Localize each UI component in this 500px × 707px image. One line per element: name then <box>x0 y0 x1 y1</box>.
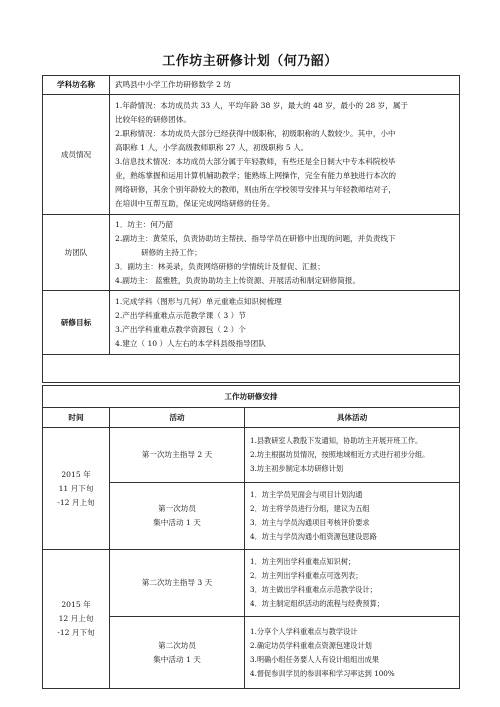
members-line: 在培训中互帮互助，保证完成网络研修的任务。 <box>115 198 275 208</box>
members-line: 比较年轻的研修团体。 <box>115 114 191 124</box>
table-row <box>43 428 460 483</box>
detail-line: 4．坊主与学员沟通小组资源包建设思路 <box>250 532 377 541</box>
time-line: -12 月上旬 <box>57 497 95 507</box>
info-table <box>42 75 460 383</box>
activity-line: 第一次坊员 <box>158 504 196 513</box>
activity-cell <box>110 428 245 483</box>
goal-line: 4.建立（ 10 ）人左右的本学科县级指导团队 <box>115 338 266 348</box>
detail-line: 4.督促参训学员的参训率和学习率达到 100% <box>250 668 395 678</box>
detail-line: 3．坊主做出学科重难点示范教学设计； <box>250 585 377 594</box>
period-time <box>43 550 110 689</box>
activity-cell <box>110 550 245 617</box>
members-line: 1.年龄情况：本坊成员共 33 人，平均年龄 38 岁，最大的 48 岁，最小的 28 岁，属于 <box>115 100 409 110</box>
col-time-header: 时间 <box>43 408 110 428</box>
col-detail-header: 具体活动 <box>245 408 460 428</box>
activity-line: 第二次坊主指导 3 天 <box>141 578 213 587</box>
members-line: 业，熟练掌握和运用计算机辅助教学；能熟练上网操作，完全有能力单独进行本次的 <box>115 170 396 180</box>
team-line: 1．坊主：何乃韶 <box>115 219 173 229</box>
col-activity-header: 活动 <box>110 408 245 428</box>
detail-line: 1.县教研室人教股下发通知，协助坊主开展开班工作。 <box>250 436 423 445</box>
page-title: 工作坊主研修计划（何乃韶） <box>162 54 338 69</box>
team-line: 4.副坊主： 蓝雅胜，负责协助坊主上传资源、开展活动和制定研修简报。 <box>115 275 361 285</box>
detail-line: 3．坊主与学员沟通项目考核评价要求 <box>250 518 370 527</box>
goal-detail <box>110 291 460 355</box>
goal-label: 研修目标 <box>43 291 110 355</box>
name-value: 武鸣县中小学工作坊研修数学 2 坊 <box>110 76 460 95</box>
team-detail <box>110 215 460 291</box>
table-row <box>43 550 460 617</box>
members-line: 高职称 1 人，小学高级教师职称 27 人，初级职称 5 人。 <box>115 142 309 152</box>
members-detail <box>110 95 460 215</box>
goal-line: 3.产出学科重难点教学资源包（ 2 ）个 <box>115 324 246 334</box>
detail-cell <box>245 483 460 550</box>
team-line: 研修的主持工作； <box>141 247 202 257</box>
detail-line: 2．坊主列出学科重难点可选列表； <box>250 571 363 580</box>
detail-line: 3.明确小组任务要人人有设计组组出成果 <box>250 654 380 664</box>
detail-line: 4．坊主制定组织活动的流程与经费预算； <box>250 599 384 608</box>
spacer-row <box>43 355 460 383</box>
time-line: 2015 年 <box>61 469 91 479</box>
activity-cell <box>110 617 245 689</box>
detail-cell <box>245 617 460 689</box>
members-line: 2.职称情况：本坊成员大部分已经获得中级职称，初级职称的人数较少。其中，小中 <box>115 128 396 138</box>
goal-line: 1.完成学科（图形与几何）单元重难点知识树梳理 <box>115 296 282 306</box>
activity-line: 集中活动 1 天 <box>153 518 201 527</box>
time-line: 11 月下旬 <box>58 483 94 493</box>
members-line: 3.信息技术情况：本坊成员大部分属于年轻教师，有些还是全日制大中专本科院校毕 <box>115 156 396 166</box>
detail-cell <box>245 428 460 483</box>
name-label: 学科坊名称 <box>43 76 110 95</box>
activity-line: 第一次坊主指导 2 天 <box>141 450 213 459</box>
team-label: 坊团队 <box>43 215 110 291</box>
detail-line: 1．坊主学员见面会与项目计划沟通 <box>250 490 363 499</box>
detail-line: 3.坊主初步制定本坊研修计划 <box>250 464 344 473</box>
detail-line: 2．坊主将学员进行分组，建议为五组 <box>250 504 370 513</box>
schedule-heading: 工作坊研修安排 <box>43 386 460 408</box>
team-line: 3．副坊主：林美录，负责网络研修的学情统计及督促、汇报； <box>115 261 325 271</box>
period-time <box>43 428 110 550</box>
detail-line: 1．坊主列出学科重难点知识树； <box>250 557 356 566</box>
activity-line: 集中活动 1 天 <box>153 654 201 664</box>
time-line: -12 月下旬 <box>57 628 95 637</box>
members-line: 网络研修，其余个别年龄较大的教师，则由所在学校领导安排其与年轻教师结对子， <box>115 184 396 194</box>
members-label: 成员情况 <box>43 95 110 215</box>
schedule-table <box>42 385 460 689</box>
team-line: 2.副坊主：黄荣乐，负责协助坊主帮扶、指导学员在研修中出现的问题，并负责线下 <box>115 233 396 243</box>
detail-line: 2.确定坊员学科重难点资源包建设计划 <box>250 640 372 650</box>
detail-line: 2.坊主根据坊员情况，按照地域相近方式进行初步分组。 <box>250 450 430 459</box>
time-line: 12 月上旬 <box>58 614 94 623</box>
detail-cell <box>245 550 460 617</box>
activity-line: 第二次坊员 <box>158 640 196 650</box>
detail-line: 1.分享个人学科重难点与教学设计 <box>250 626 358 636</box>
time-line: 2015 年 <box>61 600 91 609</box>
goal-line: 2.产出学科重难点示范教学课（ 3 ）节 <box>115 310 246 320</box>
activity-cell <box>110 483 245 550</box>
